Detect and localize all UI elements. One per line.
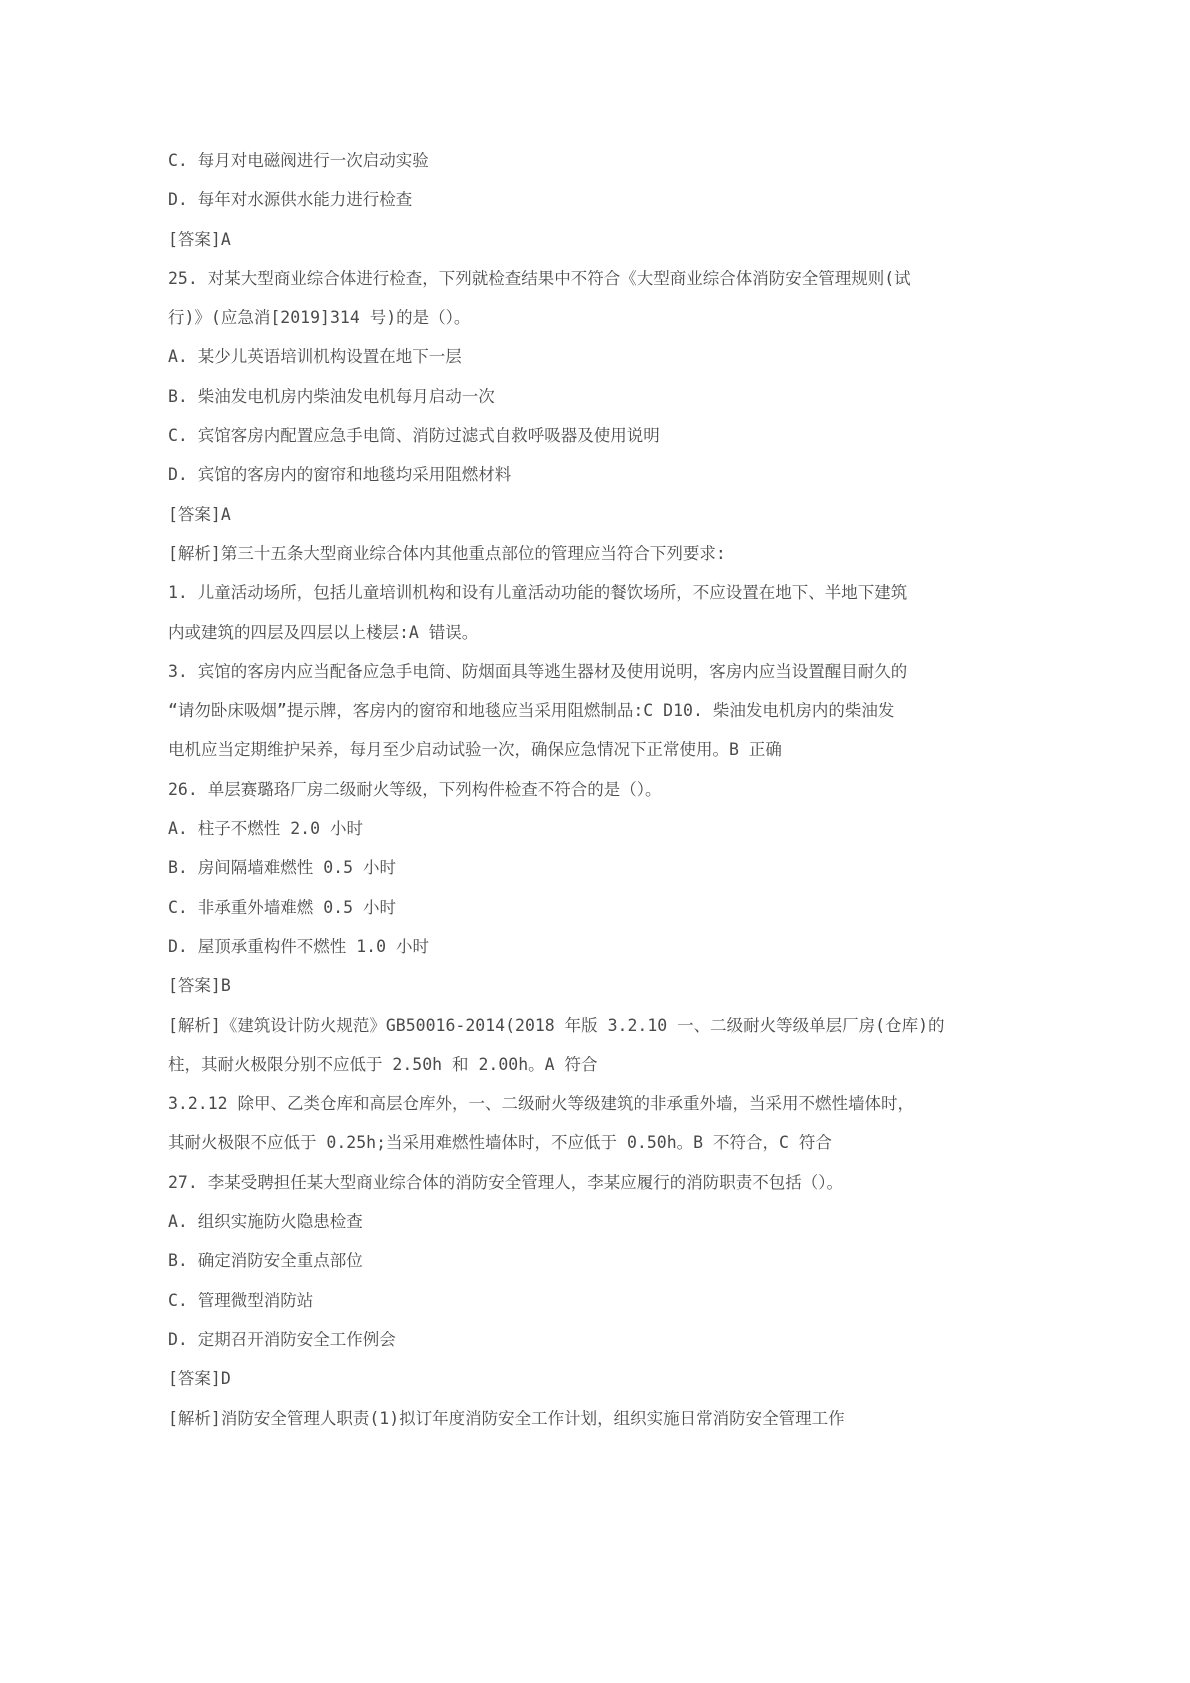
analysis-line: 3. 宾馆的客房内应当配备应急手电筒、防烟面具等逃生器材及使用说明，客房内应当设置醒目耐久的 xyxy=(168,661,908,681)
option-line: B. 房间隔墙难燃性 0.5 小时 xyxy=(168,858,396,878)
option-line: D. 屋顶承重构件不燃性 1.0 小时 xyxy=(168,936,429,956)
option-line: D. 定期召开消防安全工作例会 xyxy=(168,1329,396,1349)
option-line: A. 组织实施防火隐患检查 xyxy=(168,1212,363,1232)
question-line: 27. 李某受聘担任某大型商业综合体的消防安全管理人，李某应履行的消防职责不包括（）。 xyxy=(168,1172,843,1192)
analysis-line: 电机应当定期维护呆养，每月至少启动试验一次，确保应急情况下正常使用。B 正确 xyxy=(168,740,782,760)
answer-line: [答案]B xyxy=(168,976,231,996)
question-line: 行)》(应急消[2019]314 号)的是（）。 xyxy=(168,308,471,328)
question-line: 26. 单层赛璐珞厂房二级耐火等级，下列构件检查不符合的是（）。 xyxy=(168,779,662,799)
option-line: A. 柱子不燃性 2.0 小时 xyxy=(168,819,363,839)
analysis-line: 柱，其耐火极限分别不应低于 2.50h 和 2.00h。A 符合 xyxy=(168,1054,598,1074)
analysis-line: 1. 儿童活动场所，包括儿童培训机构和设有儿童活动功能的餐饮场所，不应设置在地下、半地下建筑 xyxy=(168,583,908,603)
answer-line: [答案]A xyxy=(168,504,231,524)
option-line: C. 宾馆客房内配置应急手电筒、消防过滤式自救呼吸器及使用说明 xyxy=(168,426,660,446)
option-line: A. 某少儿英语培训机构设置在地下一层 xyxy=(168,347,462,367)
analysis-line: 3.2.12 除甲、乙类仓库和高层仓库外，一、二级耐火等级建筑的非承重外墙，当采用不燃性墙体时， xyxy=(168,1094,915,1114)
option-line: B. 柴油发电机房内柴油发电机每月启动一次 xyxy=(168,386,495,406)
option-line: D. 每年对水源供水能力进行检查 xyxy=(168,190,413,210)
analysis-line: [解析]第三十五条大型商业综合体内其他重点部位的管理应当符合下列要求: xyxy=(168,543,726,563)
answer-line: [答案]D xyxy=(168,1369,231,1389)
analysis-line: [解析]《建筑设计防火规范》GB50016-2014(2018 年版 3.2.10 一、二级耐火等级单层厂房(仓库)的 xyxy=(168,1015,945,1035)
option-line: D. 宾馆的客房内的窗帘和地毯均采用阻燃材料 xyxy=(168,465,512,485)
option-line: C. 每月对电磁阀进行一次启动实验 xyxy=(168,151,429,170)
analysis-line: 内或建筑的四层及四层以上楼层:A 错误。 xyxy=(168,622,479,642)
option-line: C. 管理微型消防站 xyxy=(168,1290,314,1310)
answer-line: [答案]A xyxy=(168,229,231,249)
analysis-line: 其耐火极限不应低于 0.25h;当采用难燃性墙体时，不应低于 0.50h。B 不符合，C 符合 xyxy=(168,1133,832,1153)
question-line: 25. 对某大型商业综合体进行检查，下列就检查结果中不符合《大型商业综合体消防安全管理规则(试 xyxy=(168,268,911,288)
option-line: C. 非承重外墙难燃 0.5 小时 xyxy=(168,897,396,917)
option-line: B. 确定消防安全重点部位 xyxy=(168,1251,363,1271)
document-page xyxy=(168,146,958,1443)
analysis-line: [解析]消防安全管理人职责(1)拟订年度消防安全工作计划，组织实施日常消防安全管理工作 xyxy=(168,1408,845,1428)
analysis-line: “请勿卧床吸烟”提示牌，客房内的窗帘和地毯应当采用阻燃制品:C D10. 柴油发电机房内的柴油发 xyxy=(168,701,895,721)
